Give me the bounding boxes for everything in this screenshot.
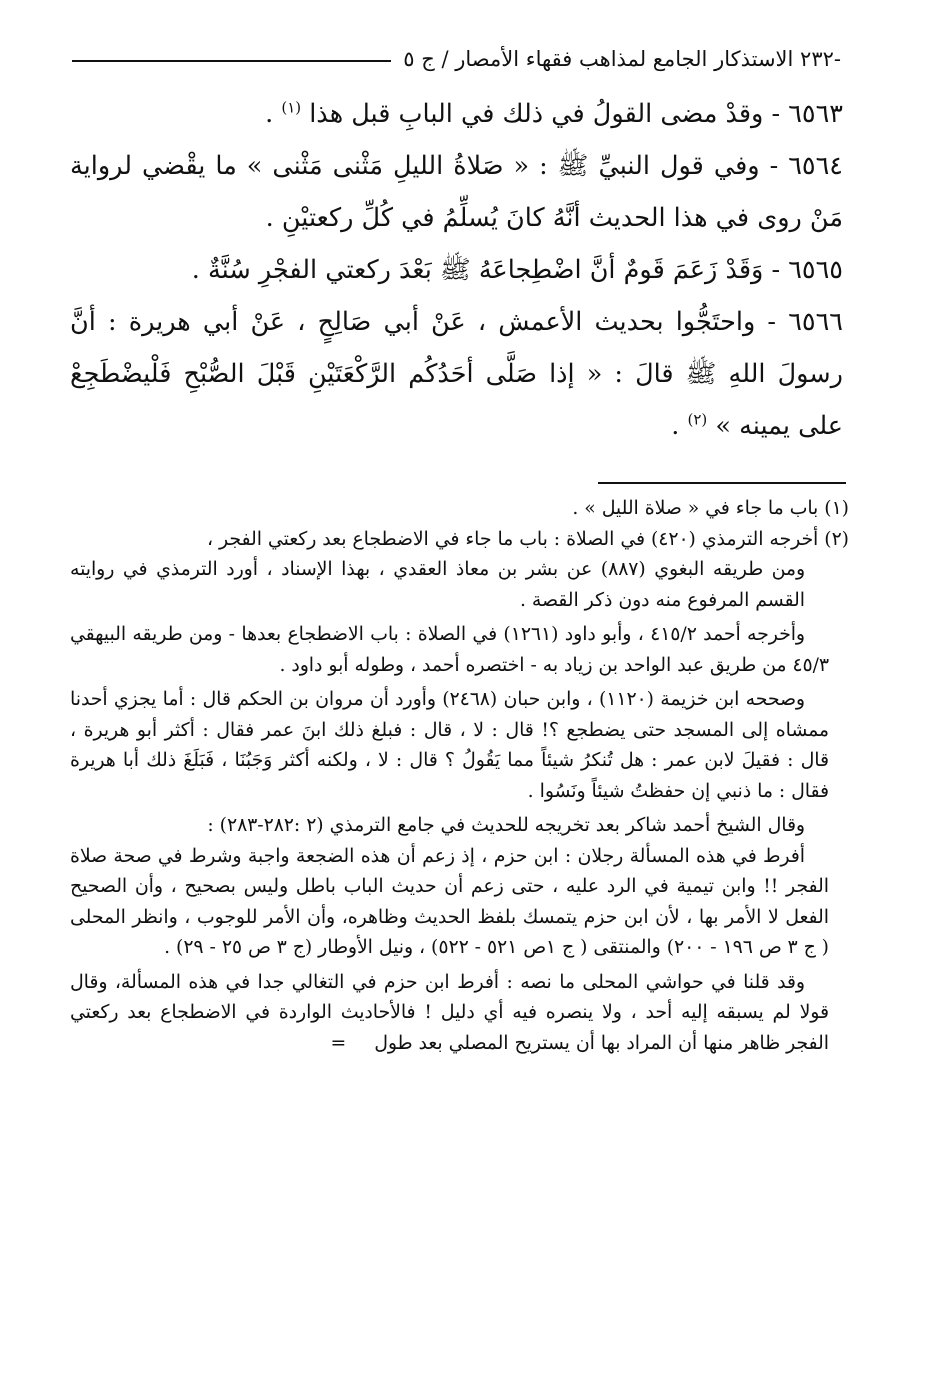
footnote-2-first: (٢) أخرجه الترمذي (٤٢٠) في الصلاة : باب ما جاء في الاضطجاع بعد ركعتي الفجر ، — [207, 528, 849, 550]
footnotes — [70, 494, 849, 1059]
footnote-2-paragraph-5: أفرط في هذه المسألة رجلان : ابن حزم ، إذ زعم أن هذه الضجعة واجبة وشرط في صحة صلاة الفجر !! وابن تيمية في الرد عليه ، حتى زعم أن حديث الباب باطل وليس بصحيح ، وأن الصحيح الفعل لا الأمر بها ، لأن ابن حزم يتمسك بلفظ الحديث وظاهره، وأن الأمر للوجوب ، وانظر المحلى ( ج ٣ ص ١٩٦ - ٢٠٠) والمنتقى ( ج ١ص ٥٢١ - ٥٢٢) ، ونيل الأوطار (ج ٣ ص ٢٥ - ٢٩) . — [70, 845, 829, 958]
footnote-ref-1[interactable]: (١) — [281, 98, 302, 117]
header-text: -٢٣٢ الاستذكار الجامع لمذاهب فقهاء الأمصار / ج ٥ — [403, 47, 841, 71]
footnote-separator — [598, 482, 846, 484]
continuation-mark: = — [330, 1032, 347, 1054]
paragraph-6563: ٦٥٦٣ - وقدْ مضى القولُ في ذلك في البابِ قبل هذا $^{(١)}$ . — [265, 98, 843, 129]
paragraph-6566: ٦٥٦٦ - واحتَجُّوا بحديث الأعمش ، عَنْ أبي صَالِحٍ ، عَنْ أبي هريرة : أنَّ رسولَ اللهِ ﷺ قالَ : « إذا صَلَّى أحَدُكُم الرَّكْعَتَيْنِ قَبْلَ الصُّبْحِ فَلْيضْطَجِعْ على يمينه » $^{(٢)}$ . — [70, 307, 843, 441]
footnote-2-paragraph-2: وأخرجه أحمد ٤١٥/٢ ، وأبو داود (١٢٦١) في الصلاة : باب الاضطجاع بعدها - ومن طريقه البيهقي ٤٥/٣ من طريق عبد الواحد بن زياد به - اختصره أحمد ، وطوله أبو داود . — [70, 624, 829, 676]
footnote-ref-2[interactable]: (٢) — [687, 410, 708, 429]
footnote-1: (١) باب ما جاء في « صلاة الليل » . — [572, 498, 849, 519]
footnote-2-paragraph-3: وصححه ابن خزيمة (١١٢٠) ، وابن حبان (٢٤٦٨) وأورد أن مروان بن الحكم قال : أما يجزي أحدنا ممشاه إلى المسجد حتى يضطجع ؟! قال : لا ، قال : فبلغ ذلك ابنَ عمر فقال : أكثر أبو هريرة ، قال : فقيلَ لابن عمر : هل تُنكرُ شيئاً مما يَقُولُ ؟ قال : لا ، ولكنه أكثر وَجَبُنَا ، فَبَلَغَ ذلك أبا هريرة فقال : ما ذنبي إن حفظتُ شيئاً ونَسُوا . — [70, 689, 829, 802]
main-text — [70, 88, 843, 452]
footnote-2-paragraph-6: وقد قلنا في حواشي المحلى ما نصه : أفرط ابن حزم في التغالي جدا في هذه المسألة، وقال قولا لم يسبقه إليه أحد ، ولا ينصره فيه أي دليل ! فالأحاديث الواردة في الاضطجاع بعد ركعتي الفجر ظاهر منها أن المراد بها أن يستريح المصلي بعد طول = — [70, 971, 829, 1054]
header-rule — [72, 60, 391, 62]
footnote-2-continued: ومن طريقه البغوي (٨٨٧) عن بشر بن معاذ العقدي ، بهذا الإسناد ، أورد الترمذي في روايته القسم المرفوع منه دون ذكر القصة . — [70, 559, 806, 611]
paragraph-6565: ٦٥٦٥ - وَقَدْ زَعَمَ قَومٌ أنَّ اضْطِجاعَهُ ﷺ بَعْدَ ركعتي الفجْرِ سُنَّةٌ . — [191, 255, 843, 285]
footnote-2-paragraph-4: وقال الشيخ أحمد شاكر بعد تخريجه للحديث في جامع الترمذي (٢ :٢٨٢-٢٨٣) : — [207, 815, 805, 836]
running-header — [72, 44, 841, 74]
paragraph-6564: ٦٥٦٤ - وفي قول النبيِّ ﷺ : « صَلاةُ الليلِ مَثْنى مَثْنى » ما يقْضي لرواية مَنْ روى في هذا الحديث أنَّهُ كانَ يُسلِّمُ في كُلِّ ركعتيْنِ . — [70, 151, 843, 233]
